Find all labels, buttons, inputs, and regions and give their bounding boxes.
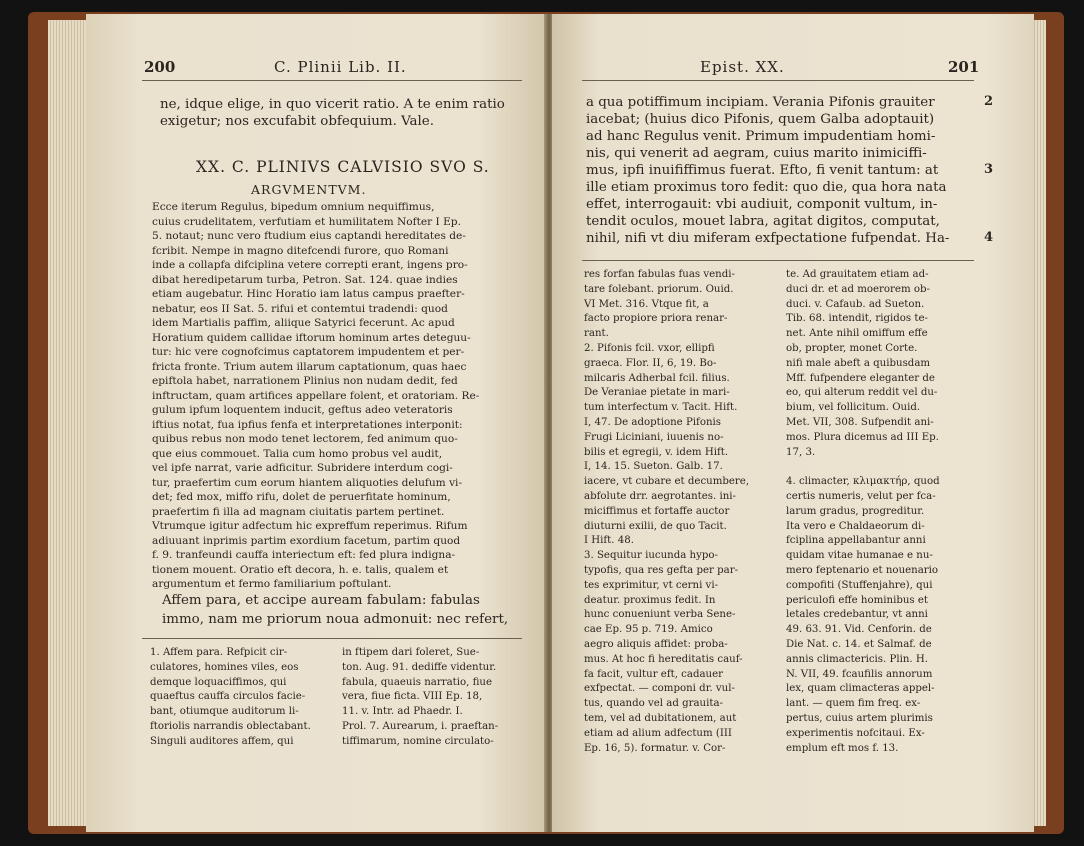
text-line: eo, qui alterum reddit vel du- [786,387,938,399]
text-line: inftructam, quam artifices appellare folent, et oratoriam. Re- [152,389,480,402]
text-line: letales credebantur, vt anni [786,609,928,621]
text-line: abfolute drr. aegrotantes. ini- [584,491,737,502]
text-line: periculofi effe hominibus et [786,594,929,606]
text-line: Vtrumque igitur adfectum hic expreffum reperimus. Rifum [152,520,468,532]
text-line: te. Ad grauitatem etiam ad- [786,269,929,280]
text-line: iftius notat, fua ipfius fenfa et interpretationes interponit: [152,418,463,431]
text-line: etiam ad alium adfectum (III [584,727,732,739]
text-line: epiftola habet, narrationem Plinius non nudam dedit, fed [152,375,458,387]
text-line: a qua potiffimum incipiam. Verania Pifonis grauiter [586,95,935,110]
text-line: Affem para, et accipe auream fabulam: fabulas [162,593,480,608]
text-line: ille etiam proximus toro fedit: quo die, qua hora nata [586,180,947,195]
text-line: tiffimarum, nomine circulato- [342,735,494,747]
text-line: annis climactericis. Plin. H. [786,653,929,665]
text-line: Mff. fufpendere eleganter de [786,372,935,384]
text-line: pertus, cuius artem plurimis [786,713,933,724]
text-line: tem, vel ad dubitationem, aut [584,713,737,724]
text-line: tus, quando vel ad grauita- [584,698,723,710]
text-line: cae Ep. 95 p. 719. Amico [584,624,713,636]
text-line: diuturni exilii, de quo Tacit. [584,520,727,532]
margin-number: 3 [984,162,994,177]
text-line: I Hift. 48. [584,535,634,547]
text-line: mus. At hoc fi hereditatis cauf- [584,653,743,665]
text-line: tum interfectum v. Tacit. Hift. [584,402,738,414]
text-line: argumentum et fermo familiarium poftulant. [152,578,392,590]
text-line: I, 47. De adoptione Pifonis [584,417,722,428]
text-line: bant, otiumque auditorum li- [150,706,299,718]
text-line: tur, praefertim cum eorum hiantem aliquoties delufum vi- [152,476,463,489]
text-line: effet, interrogauit: vbi audiuit, componit vultum, in- [586,197,938,212]
text-line: tionem mouent. Oratio eft decora, h. e. talis, qualem et [152,563,449,576]
text-line: Ita vero e Chaldaeorum di- [786,520,925,532]
text-line: etiam augebatur. Hinc Horatio iam latus campus praefter- [152,288,465,300]
page-number: 201 [948,58,980,76]
text-line: Tib. 68. intendit, rigidos te- [786,313,928,325]
text-line: in ftipem dari foleret, Sue- [342,647,480,658]
text-line: demque loquaciffimos, qui [150,676,287,688]
text-line: lex, quam climacteras appel- [786,683,935,695]
text-line: ftoriolis narrandis oblectabant. [150,721,311,732]
text-line: quidam vitae humanae e nu- [786,550,933,562]
text-line: iacebat; (huius dico Pifonis, quem Galba adoptauit) [586,112,935,127]
text-line: certis numeris, velut per fca- [786,491,936,502]
text-line: iacere, vt cubare et decumbere, [584,476,750,488]
text-line: milcaris Adherbal fcil. filius. [584,372,730,384]
text-line: experimentis nofcitaui. Ex- [786,727,925,739]
text-line: N. VII, 49. fcaufilis annorum [786,668,933,680]
text-line: Met. VII, 308. Sufpendit ani- [786,417,934,428]
text-line: 5. notaut; nunc vero ftudium eius captandi hereditates de- [152,230,466,242]
text-line: 1. Affem para. Refpicit cir- [150,647,288,658]
text-line: ton. Aug. 91. dediffe videntur. [342,661,497,673]
argument-heading: ARGVMENTVM. [251,182,367,197]
text-line: fcribit. Nempe in magno ditefcendi furore, quo Romani [152,244,449,257]
margin-number: 4 [984,230,994,245]
text-line: mero feptenario et nouenario [786,565,939,576]
text-line: compofiti (Stuffenjahre), qui [786,579,933,591]
text-line: 4. climacter, κλιμακτήρ, quod [786,476,940,488]
text-line: Die Nat. c. 14. et Salmaf. de [786,639,932,650]
text-line: De Veraniae pietate in mari- [584,387,730,399]
text-line: VI Met. 316. Vtque fit, a [584,298,709,310]
page-edges-right [1032,20,1046,826]
text-line: 11. v. Intr. ad Phaedr. I. [342,706,463,718]
left-page [86,14,546,832]
text-line: larum gradus, progreditur. [786,505,925,517]
text-line: net. Ante nihil omiffum effe [786,328,928,340]
text-line: ob, propter, monet Corte. [786,343,918,354]
text-line: gulum ipfum loquentem inducit, geftus adeo veteratoris [152,404,453,416]
page-edges-left [48,20,88,826]
text-line: aegro aliquis affidet: proba- [584,639,728,650]
text-line: 17, 3. [786,446,816,458]
letter-title: XX. C. PLINIVS CALVISIO SVO S. [196,158,490,176]
text-line: lant. — quem fim freq. ex- [786,698,921,710]
head-rule [582,80,974,81]
text-line: typofis, qua res gefta per par- [584,565,739,576]
text-line: graeca. Flor. II, 6, 19. Bo- [584,357,717,369]
text-line: 2. Pifonis fcil. vxor, ellipfi [584,343,715,354]
text-line: fabula, quaeuis narratio, fiue [342,676,493,688]
text-line: facto propiore priora renar- [584,313,728,325]
notes-rule [582,260,974,261]
text-line: emplum eft mos f. 13. [786,742,899,754]
margin-number: 2 [984,94,994,109]
running-head: C. Plinii Lib. II. [274,58,407,76]
text-line: res forfan fabulas fuas vendi- [584,269,735,280]
text-line: hunc conueniunt verba Sene- [584,609,736,621]
text-line: Ecce iterum Regulus, bipedum omnium nequiffimus, [152,201,435,213]
text-line: tes exprimitur, vt cerni vi- [584,579,719,591]
text-line: fciplina appellabantur anni [786,535,926,547]
text-line: quaeftus cauffa circulos facie- [150,691,306,703]
head-rule [142,80,522,81]
text-line: bium, vel follicitum. Ouid. [786,402,921,414]
text-line: fricta fronte. Trium autem illarum captationum, quas haec [152,360,467,373]
text-line: nifi male abeft a quibusdam [786,357,931,369]
text-line: vel ipfe narrat, varie adficitur. Subridere interdum cogi- [152,462,453,474]
text-line: fa facit, vultur eft, cadauer [584,668,724,680]
text-line: miciffimus et fortaffe auctor [584,505,730,517]
text-line: tendit oculos, mouet labra, agitat digitos, computat, [586,214,940,229]
notes-rule [142,638,522,639]
text-line: rant. [584,328,609,340]
text-line: I, 14. 15. Sueton. Galb. 17. [584,461,723,473]
text-line: vera, fiue ficta. VIII Ep. 18, [342,691,483,703]
text-line: mus, ipfi inuififfimus fuerat. Efto, fi venit tantum: at [586,163,939,178]
text-line: adiuuant inprimis partim exordium facetum, partim quod [152,534,461,547]
text-line: deatur. proximus fedit. In [584,594,716,606]
text-line: nis, qui venerit ad aegram, cuius marito inimiciffi- [586,146,927,161]
text-line: tare folebant. priorum. Ouid. [584,283,734,295]
text-line: praefertim fi illa ad magnam ciuitatis partem pertinet. [152,505,445,518]
text-line: nihil, nifi vt diu miferam exfpectatione fufpendat. Ha- [586,231,950,246]
text-line: Horatium quidem callidae iftorum hominum artes deteguu- [152,331,471,344]
text-line: bilis et egregii, v. idem Hift. [584,446,729,458]
text-line: Singuli auditores affem, qui [150,735,294,747]
text-line: 49. 63. 91. Vid. Cenforin. de [786,624,932,636]
right-page [552,14,1034,832]
text-line: cuius crudelitatem, verfutiam et humilitatem Nofter I Ep. [152,215,461,228]
text-line: det; fed mox, miffo rifu, dolet de peruerfitate hominum, [152,491,451,503]
text-line: exigetur; nos excufabit obfequium. Vale. [160,114,434,129]
page-number: 200 [144,58,176,76]
text-line: mos. Plura dicemus ad III Ep. [786,431,939,443]
text-line: exfpectat. — componi dr. vul- [584,683,735,695]
text-line: ne, idque elige, in quo vicerit ratio. A te enim ratio [160,97,505,112]
text-line: immo, nam me priorum noua admonuit: nec refert, [162,612,509,627]
text-line: inde a collapfa difciplina vetere correpti erant, ingens pro- [152,259,468,271]
running-head: Epist. XX. [700,58,785,76]
text-line: Prol. 7. Aurearum, i. praeftan- [342,721,499,732]
text-line: duci dr. et ad moerorem ob- [786,283,930,295]
text-line: ad hanc Regulus venit. Primum impudentiam homi- [586,129,936,144]
text-line: duci. v. Cafaub. ad Sueton. [786,298,925,310]
text-line: tur: hic vere cognofcimus captatorem impudentem et per- [152,346,465,358]
text-line: idem Martialis paffim, aliique Satyrici fecerunt. Ac apud [152,317,455,329]
text-line: Frugi Liciniani, iuuenis no- [584,431,724,443]
text-line: f. 9. tranfeundi cauffa interiectum eft: fed plura indigna- [152,549,456,561]
text-line: dibat heredipetarum turba, Petron. Sat. 124. quae indies [152,273,458,286]
text-line: quibus rebus non modo tenet lectorem, fed animum quo- [152,433,458,445]
text-line: culatores, homines viles, eos [150,661,299,673]
text-line: que eius commouet. Talia cum homo probus vel audit, [152,447,443,460]
text-line: 3. Sequitur iucunda hypo- [584,550,718,562]
text-line: nebatur, eos II Sat. 5. rifui et contemtui tradendi: quod [152,302,448,315]
text-line: Ep. 16, 5). formatur. v. Cor- [584,742,726,754]
